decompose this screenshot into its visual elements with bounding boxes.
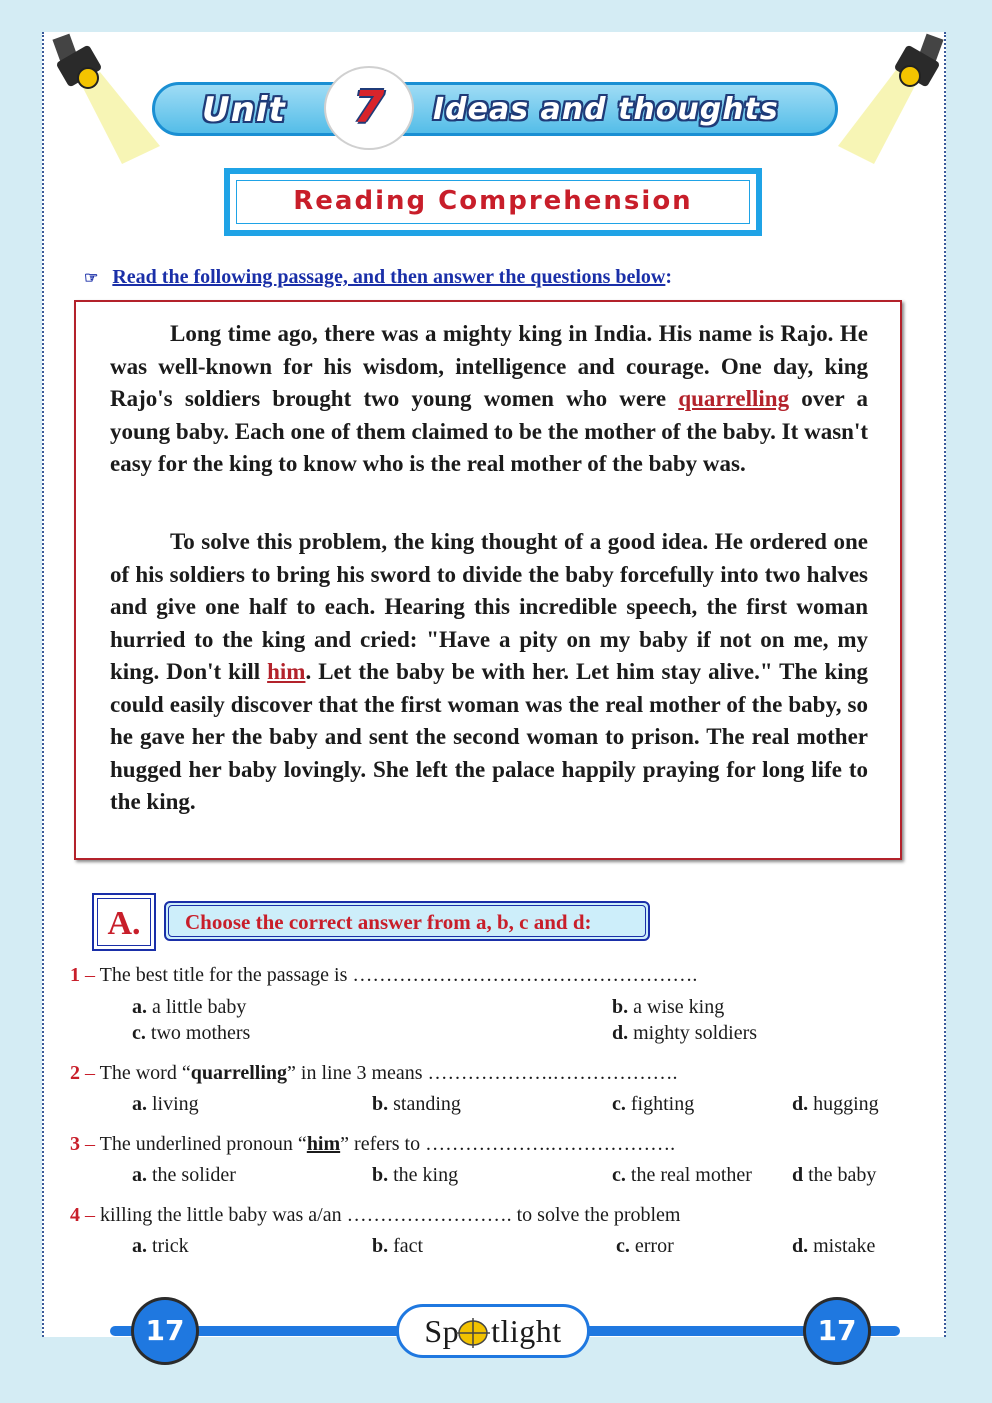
logo-target-icon — [456, 1318, 490, 1348]
logo-text: Sp tlight — [424, 1313, 562, 1349]
question-number: 4 — [70, 1204, 80, 1226]
instruction-text: Read the following passage, and then answer the questions below — [112, 266, 666, 288]
spotlight-left-icon — [42, 30, 162, 170]
question-stem: killing the little baby was a/an ……………………. to solve the problem — [100, 1204, 681, 1226]
underlined-pronoun: him — [267, 659, 306, 684]
passage-text: over a young baby. Each one of them claimed to be the mother of the baby. It wasn't easy for the king to know who is the real mother of the baby was. — [110, 386, 868, 476]
option-1b[interactable]: b. a wise king — [612, 996, 725, 1018]
page-number-left: 17 — [134, 1300, 196, 1362]
question-2: 2 – The word “quarrelling” in line 3 means ……………….………………. — [70, 1062, 678, 1084]
option-4d[interactable]: d. mistake — [792, 1235, 876, 1257]
section-a-letter: A. — [97, 898, 151, 946]
option-3b[interactable]: b. the king — [372, 1164, 459, 1186]
option-2c[interactable]: c. fighting — [612, 1093, 695, 1115]
reading-passage-box — [74, 300, 902, 860]
option-2b[interactable]: b. standing — [372, 1093, 461, 1115]
underlined-word: quarrelling — [678, 386, 790, 411]
unit-number: 7 — [353, 82, 385, 133]
passage-text: . Let the baby be with her. Let him stay alive." The king could easily discover that the first woman was the real mother of the baby, so he gave her the baby and sent the second woman to prison. The real mother hugged her baby lovingly. She left the palace happily praying for long life to the king. — [110, 659, 868, 814]
passage-paragraph-2 — [110, 526, 868, 819]
pointing-hand-icon: ☞ — [84, 270, 99, 287]
section-a-instruction-bar — [164, 901, 650, 941]
passage-paragraph-1 — [110, 318, 868, 481]
section-title-box — [224, 168, 762, 236]
question-keyword: quarrelling — [190, 1062, 288, 1084]
section-a-badge — [92, 893, 156, 951]
option-2a[interactable]: a. living — [132, 1093, 199, 1115]
unit-label: Unit — [202, 90, 286, 130]
option-4c[interactable]: c. error — [616, 1235, 674, 1257]
section-a-instruction: Choose the correct answer from a, b, c and d: — [168, 905, 646, 937]
question-3: 3 – The underlined pronoun “him” refers to ……………….………………. — [70, 1133, 676, 1155]
reading-instruction — [84, 266, 672, 289]
passage-text: Long time ago, there was a mighty king in India. His name is Rajo. He was well-known for his wisdom, intelligence and courage. One day, king Rajo's soldiers brought two young women who were — [110, 321, 868, 411]
option-1d[interactable]: d. mighty soldiers — [612, 1022, 758, 1044]
page-number-right: 17 — [806, 1300, 868, 1362]
spotlight-logo — [396, 1304, 590, 1358]
passage-text: To solve this problem, the king thought of a good idea. He ordered one of his soldiers to bring his sword to divide the baby forcefully into two halves and give one half to each. Hearing this incredible speech, the first woman hurried to the king and cried: "Have a pity on my baby if not on me, my king. Don't kill — [110, 529, 868, 684]
option-1a[interactable]: a. a little baby — [132, 996, 247, 1018]
question-keyword: him — [306, 1133, 341, 1155]
spotlight-right-icon — [834, 30, 954, 170]
option-4a[interactable]: a. trick — [132, 1235, 189, 1257]
instruction-suffix: : — [665, 266, 673, 288]
question-number: 3 — [70, 1133, 80, 1155]
unit-title: Ideas and thoughts — [433, 92, 779, 127]
question-stem: The best title for the passage is ……………………………………………. — [99, 964, 698, 986]
option-4b[interactable]: b. fact — [372, 1235, 424, 1257]
question-1: 1 – The best title for the passage is ……………………………………………. — [70, 964, 698, 986]
question-number: 2 — [70, 1062, 80, 1084]
option-2d[interactable]: d. hugging — [792, 1093, 879, 1115]
option-3c[interactable]: c. the real mother — [612, 1164, 752, 1186]
option-1c[interactable]: c. two mothers — [132, 1022, 251, 1044]
option-3d[interactable]: d the baby — [792, 1164, 877, 1186]
question-4: 4 – killing the little baby was a/an ……………………. to solve the problem — [70, 1204, 681, 1226]
option-3a[interactable]: a. the solider — [132, 1164, 236, 1186]
section-title: Reading Comprehension — [293, 186, 693, 216]
question-number: 1 — [70, 964, 80, 986]
